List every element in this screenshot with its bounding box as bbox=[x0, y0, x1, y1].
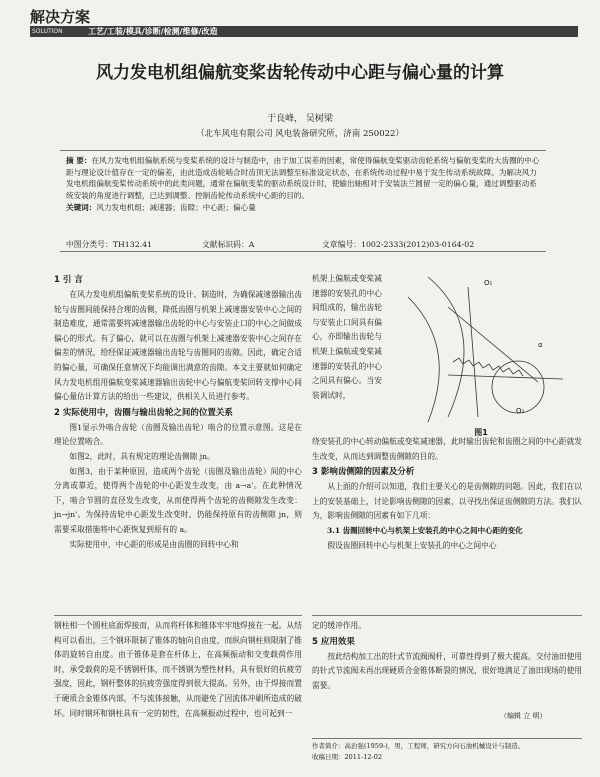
section-5-paragraph: 按此结构加工出的针式节流阀阀杆，可靠性得到了极大提高。交付油田使用的针式节流阀未再出现硬质合金锥体断裂的情况，很好地满足了油田现场的使用需要。 bbox=[312, 651, 582, 690]
section-1-paragraph: 在风力发电机组偏航变桨系统的设计、制造时，为确保减速器输出齿轮与齿圈间能保持合理的齿侧，降低齿圈与机架上减速器安装中心之间的制造难度，通常需要将减速器输出齿轮的中心与安装止口的中心之间做成偏心的形式。有了偏心，就可以在齿圈与机架上减速器安装中心之间存在偏差的情况，给经保证减速器输出齿轮与齿圈间的齿隙。因此，确定合适的偏心量，可确保任意情况下均能调出满意的齿隙。本文主要就如何确定风力发电机组用偏航变桨减速器输出齿轮中心与偏航变桨回转支撑中心间偏心量估计算方法的给出一些建议，供相关人员进行参考。 bbox=[54, 290, 302, 402]
abstract-label: 摘 要： bbox=[66, 156, 92, 165]
pitch-line bbox=[448, 375, 563, 379]
section-2-heading: 2 实际使用中，齿圈与输出齿轮之间的位置关系 bbox=[54, 407, 233, 418]
footnote-received: 收稿日期：2011-12-02 bbox=[312, 753, 382, 761]
gear-diagram bbox=[388, 267, 574, 427]
abstract-box bbox=[60, 150, 546, 252]
footnote-author: 作者简介：高治强(1959-)，男，工程师，研究方向石油机械设计与制造。 bbox=[312, 742, 525, 750]
keywords-text: 风力发电机组；减速器；齿隙；中心距；偏心量 bbox=[96, 203, 256, 212]
bottom-left-paragraph: 钢柱相一个圆柱底面焊接而，从而将杆体和锥体牢牢地焊接在一起。从结构可以看出，三个钢环限制了锥体的轴向自由度，而纵向钢柱则限制了锥体的旋转自由度。由于锥体是套在杆体上，在高频振动和交变载荷作用时，承受载荷的是不锈钢杆体，而不锈钢为塑性材料，具有很好的抗疲劳强度，因此，钢杆整体的抗疲劳强度得到很大提高。另外，由于焊接而置于硬质合金锥体内部，不与流体接触，从而避免了因流体冲刷所造成的破坏。同时钢环和钢柱具有一定的韧性，在高频振动过程中，也可起到一 bbox=[54, 621, 302, 718]
section-brand: 解决方案 bbox=[30, 8, 91, 26]
footnote bbox=[312, 738, 582, 763]
doc-code: 文献标识码：A bbox=[202, 240, 255, 249]
page-header bbox=[30, 6, 570, 40]
right-paragraph-2: 绕安装孔的中心转动偏航或变桨减速器，此时输出齿轮和齿圈之间的中心距就发生改变，从而达到调整齿侧隙的目的。 bbox=[312, 437, 582, 461]
article-title: 风力发电机组偏航变桨齿轮传动中心距与偏心量的计算 bbox=[96, 63, 504, 83]
authors: 于良峰， 吴树梁 bbox=[267, 114, 333, 124]
ring-arc-inner bbox=[408, 297, 439, 422]
section-3-paragraph: 从上面的介绍可以知道，我们主要关心的是齿侧隙的问题。因此，我们在以上的安装基础上，讨论影响齿侧隙的因素，以寻找出保证齿侧隙的方法。我们认为，影响齿侧隙的因素有如下几项： bbox=[312, 482, 582, 521]
section-3-1-paragraph: 假设齿圈回转中心与机架上安装孔的中心之间中心 bbox=[327, 540, 497, 550]
section-2-paragraph-3: 如图3，由于某种原因，造成两个齿轮（齿圈及输出齿轮）间的中心分离或靠近，使得两个齿轮的中心距发生改变，由 a→a'。在此种情况下，啮合节圆的直径发生改变，从而使得两个齿轮的齿侧隙发生改变：jn→jn'。为保持齿轮中心距发生改变时，仍能保持原有的齿侧隙 jn，则需要采取措施将中心距恢复到原有的 a。 bbox=[54, 466, 302, 534]
abstract bbox=[66, 155, 540, 201]
bottom-left-column bbox=[54, 615, 302, 721]
left-column bbox=[54, 272, 302, 552]
label-o1: O₁ bbox=[484, 279, 493, 287]
header-categories: 工艺/工装/模具/诊断/检测/维修/改造 bbox=[88, 27, 218, 36]
solution-tag: SOLUTION bbox=[32, 28, 63, 35]
right-column-narrow bbox=[312, 272, 382, 403]
output-gear-circle bbox=[492, 361, 544, 413]
header-bar bbox=[30, 26, 578, 37]
section-2-paragraph-2: 如图2，此时，具有规定的理论齿侧隙 jn。 bbox=[69, 451, 215, 461]
bottom-right-paragraph-1: 定的缓冲作用。 bbox=[312, 621, 366, 630]
editor-signoff: （编辑 立 明） bbox=[500, 712, 547, 720]
clc-number: 中图分类号：TH132.41 bbox=[66, 240, 153, 249]
keywords-label: 关键词： bbox=[66, 203, 97, 212]
label-alpha: α bbox=[538, 341, 543, 349]
keywords bbox=[66, 202, 540, 214]
figure-1 bbox=[388, 267, 574, 445]
label-o2: O₂ bbox=[516, 407, 525, 415]
section-3-1-heading: 3.1 齿圈回转中心与机架上安装孔的中心之间中心距的变化 bbox=[327, 525, 523, 535]
affiliation: （北车风电有限公司 风电装备研究所，济南 250022） bbox=[196, 129, 404, 139]
article-id: 文章编号：1002-2333(2012)03-0164-02 bbox=[322, 240, 475, 249]
section-3-heading: 3 影响齿侧隙的因素及分析 bbox=[312, 467, 415, 478]
center-line bbox=[468, 287, 478, 417]
abstract-text: 在风力发电机组偏航系统与变桨系统的设计与制造中，由于加工误差的因素，常使得偏航变桨驱动齿轮系统与偏航变桨的大齿圈的中心距与理论设计值存在一定的偏差，由此造成齿轮啮合时齿顶无法调整至标准设定状态，在系统传动过程中易于发生传动系统故障。为解决风力发电机组偏航变桨传动系统中的此类问题，通常在偏航变桨的驱动系统设计时，使输出轴相对于安装法兰圆留一定的偏心量，通过调整驱动系统安装的角度进行调整，已达到调整、控制齿轮传动系统中心距的目的。 bbox=[66, 156, 540, 200]
section-2-paragraph-4: 实际使用中，中心距的形成是由齿圈的回转中心和 bbox=[69, 539, 239, 549]
section-2-paragraph-1: 图1显示外啮合齿轮（齿圈及输出齿轮）啮合的位置示意图。这是在理论位置啮合。 bbox=[54, 422, 302, 447]
ring-arc-outer bbox=[428, 277, 464, 417]
section-5-heading: 5 应用效果 bbox=[312, 636, 355, 647]
right-column bbox=[312, 435, 582, 553]
line-of-action bbox=[448, 307, 538, 382]
figure-caption: 图1 bbox=[474, 428, 488, 437]
bottom-right-column bbox=[312, 615, 582, 693]
section-1-heading: 1 引 言 bbox=[54, 275, 83, 285]
right-paragraph-1: 机架上偏航或变桨减速器的安装孔的中心间组成的，输出齿轮与安装止口间具有偏心，亦即输出齿轮与机架上偏航或变桨减速器的安装孔的中心之间具有偏心。当安装调试时， bbox=[312, 274, 382, 400]
